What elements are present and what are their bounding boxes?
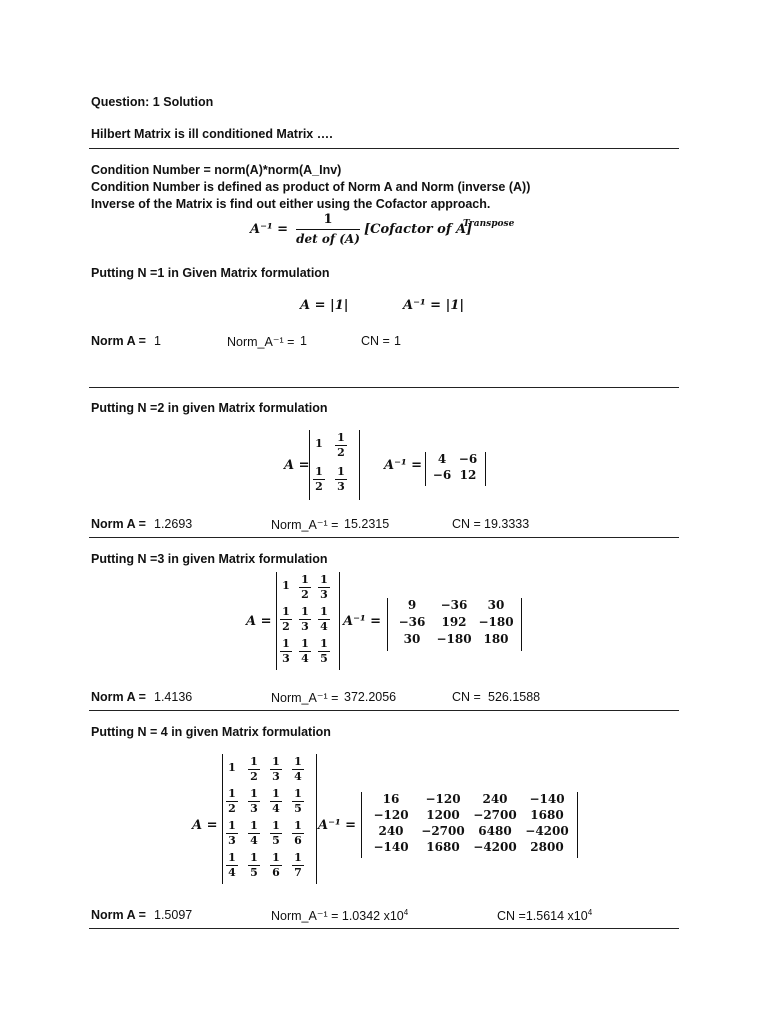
- matrix-entry: 2800: [530, 840, 564, 854]
- n3-a-label: A =: [246, 614, 272, 629]
- n1-norm-a-value: 1: [154, 334, 161, 348]
- matrix-entry: $\frac{1}{5}$: [292, 788, 304, 815]
- formula-bracket: [Cofactor of A]: [364, 222, 473, 237]
- formula-denominator: det of (A): [296, 232, 360, 246]
- divider: [89, 928, 679, 929]
- matrix-entry: 30: [403, 632, 421, 646]
- matrix-entry: $\frac{1}{2}$: [313, 466, 325, 493]
- n2-norm-inv-label: Norm_A⁻¹ =: [271, 518, 339, 532]
- matrix-entry: 9: [407, 598, 417, 612]
- matrix-entry: $\frac{1}{2}$: [280, 606, 292, 633]
- divider: [89, 387, 679, 388]
- n3-cn-value: 526.1588: [488, 690, 541, 704]
- matrix-entry: −140: [529, 792, 565, 806]
- n2-a-label: A =: [284, 458, 310, 473]
- n4-cn: CN =1.5614 $x10^4$: [497, 908, 593, 924]
- n2-norm-a-label: Norm A =: [91, 517, 146, 531]
- n1-cn-label: CN =: [361, 334, 390, 348]
- matrix-entry: 180: [483, 632, 509, 646]
- definition-line-2: Condition Number is defined as product of Norm A and Norm (inverse (A)): [91, 180, 531, 194]
- matrix-entry: $\frac{1}{3}$: [270, 756, 282, 783]
- matrix-bracket: [361, 792, 362, 858]
- matrix-entry: −6: [432, 468, 452, 482]
- divider: [89, 710, 679, 711]
- divider: [89, 537, 679, 538]
- matrix-entry: $\frac{1}{4}$: [299, 638, 311, 665]
- matrix-entry: $\frac{1}{3}$: [335, 466, 347, 493]
- matrix-entry: 12: [459, 468, 477, 482]
- matrix-bracket: [359, 430, 360, 500]
- matrix-entry: $\frac{1}{4}$: [270, 788, 282, 815]
- matrix-bracket: [309, 430, 310, 500]
- matrix-entry: $\frac{1}{3}$: [226, 820, 238, 847]
- section-title-n4: Putting N = 4 in given Matrix formulation: [91, 725, 331, 739]
- matrix-entry: $\frac{1}{2}$: [299, 574, 311, 601]
- matrix-entry: 30: [487, 598, 505, 612]
- matrix-entry: $\frac{1}{2}$: [248, 756, 260, 783]
- matrix-entry: $\frac{1}{2}$: [335, 432, 347, 459]
- matrix-entry: $\frac{1}{4}$: [226, 852, 238, 879]
- matrix-entry: $\frac{1}{4}$: [318, 606, 330, 633]
- matrix-entry: 1680: [530, 808, 564, 822]
- matrix-entry: $\frac{1}{3}$: [299, 606, 311, 633]
- n1-matrix-a: A = |1|: [300, 298, 349, 313]
- matrix-entry: $\frac{1}{3}$: [318, 574, 330, 601]
- n3-norm-a-value: 1.4136: [154, 690, 193, 704]
- n2-cn-value: 19.3333: [484, 517, 530, 531]
- matrix-entry: $\frac{1}{3}$: [280, 638, 292, 665]
- matrix-entry: 1680: [426, 840, 460, 854]
- matrix-bracket: [339, 572, 340, 670]
- matrix-entry: 6480: [478, 824, 512, 838]
- n2-norm-inv-value: 15.2315: [344, 517, 390, 531]
- matrix-bracket: [316, 754, 317, 884]
- matrix-entry: 1200: [426, 808, 460, 822]
- n1-matrix-inverse: A⁻¹ = |1|: [403, 298, 465, 313]
- matrix-entry: −4200: [473, 840, 517, 854]
- n1-norm-inv-value: 1: [300, 334, 307, 348]
- matrix-bracket: [577, 792, 578, 858]
- n2-cn-label: CN =: [452, 517, 481, 531]
- subtitle: Hilbert Matrix is ill conditioned Matrix ….: [91, 127, 333, 141]
- n1-norm-a-label: Norm A =: [91, 334, 146, 348]
- matrix-entry: 16: [382, 792, 400, 806]
- matrix-entry: −2700: [421, 824, 465, 838]
- matrix-entry: $\frac{1}{7}$: [292, 852, 304, 879]
- matrix-bracket: [387, 598, 388, 651]
- matrix-entry: −120: [373, 808, 409, 822]
- n4-norm-inv: Norm_A⁻¹ = 1.0342 $x10^4$: [271, 908, 409, 924]
- matrix-entry: 192: [441, 615, 467, 629]
- matrix-entry: $\frac{1}{6}$: [292, 820, 304, 847]
- matrix-entry: $\frac{1}{4}$: [292, 756, 304, 783]
- matrix-entry: $\frac{1}{5}$: [248, 852, 260, 879]
- n4-norm-a-value: 1.5097: [154, 908, 193, 922]
- n3-norm-inv-value: 372.2056: [344, 690, 397, 704]
- n2-inverse-label: A⁻¹ =: [384, 458, 423, 473]
- matrix-entry: −4200: [525, 824, 569, 838]
- matrix-entry: $\frac{1}{3}$: [248, 788, 260, 815]
- matrix-entry: −36: [398, 615, 426, 629]
- matrix-entry: 1: [315, 437, 323, 450]
- matrix-entry: 1: [282, 579, 290, 592]
- matrix-entry: $\frac{1}{2}$: [226, 788, 238, 815]
- matrix-bracket: [425, 452, 426, 486]
- matrix-entry: −6: [458, 452, 478, 466]
- section-title-n1: Putting N =1 in Given Matrix formulation: [91, 266, 330, 280]
- matrix-bracket: [521, 598, 522, 651]
- matrix-entry: 240: [378, 824, 404, 838]
- matrix-entry: −180: [436, 632, 472, 646]
- matrix-entry: 4: [437, 452, 447, 466]
- matrix-bracket: [485, 452, 486, 486]
- matrix-entry: −36: [440, 598, 468, 612]
- matrix-entry: $\frac{1}{4}$: [248, 820, 260, 847]
- n3-norm-inv-label: Norm_A⁻¹ =: [271, 691, 339, 705]
- n2-norm-a-value: 1.2693: [154, 517, 193, 531]
- matrix-entry: $\frac{1}{5}$: [270, 820, 282, 847]
- matrix-entry: 240: [482, 792, 508, 806]
- definition-line-3: Inverse of the Matrix is find out either using the Cofactor approach.: [91, 197, 491, 211]
- section-title-n2: Putting N =2 in given Matrix formulation: [91, 401, 328, 415]
- formula-superscript: Transpose: [463, 219, 515, 229]
- section-title-n3: Putting N =3 in given Matrix formulation: [91, 552, 328, 566]
- matrix-entry: −2700: [473, 808, 517, 822]
- matrix-bracket: [222, 754, 223, 884]
- n4-inverse-label: A⁻¹ =: [318, 818, 357, 833]
- n3-inverse-label: A⁻¹ =: [343, 614, 382, 629]
- matrix-entry: −140: [373, 840, 409, 854]
- matrix-entry: 1: [228, 761, 236, 774]
- formula-fraction-bar: [296, 229, 360, 230]
- matrix-entry: −120: [425, 792, 461, 806]
- formula-numerator: 1: [323, 212, 333, 227]
- matrix-entry: $\frac{1}{6}$: [270, 852, 282, 879]
- n1-cn-value: 1: [394, 334, 401, 348]
- matrix-entry: −180: [478, 615, 514, 629]
- divider: [89, 148, 679, 149]
- matrix-bracket: [276, 572, 277, 670]
- n3-cn-label: CN =: [452, 690, 481, 704]
- n4-a-label: A =: [192, 818, 218, 833]
- definition-line-1: Condition Number = norm(A)*norm(A_Inv): [91, 163, 342, 177]
- formula-lhs: A⁻¹ =: [250, 222, 289, 237]
- n3-norm-a-label: Norm A =: [91, 690, 146, 704]
- page-title: Question: 1 Solution: [91, 95, 214, 109]
- matrix-entry: $\frac{1}{5}$: [318, 638, 330, 665]
- n1-norm-inv-label: Norm_A⁻¹ =: [227, 335, 295, 349]
- n4-norm-a-label: Norm A =: [91, 908, 146, 922]
